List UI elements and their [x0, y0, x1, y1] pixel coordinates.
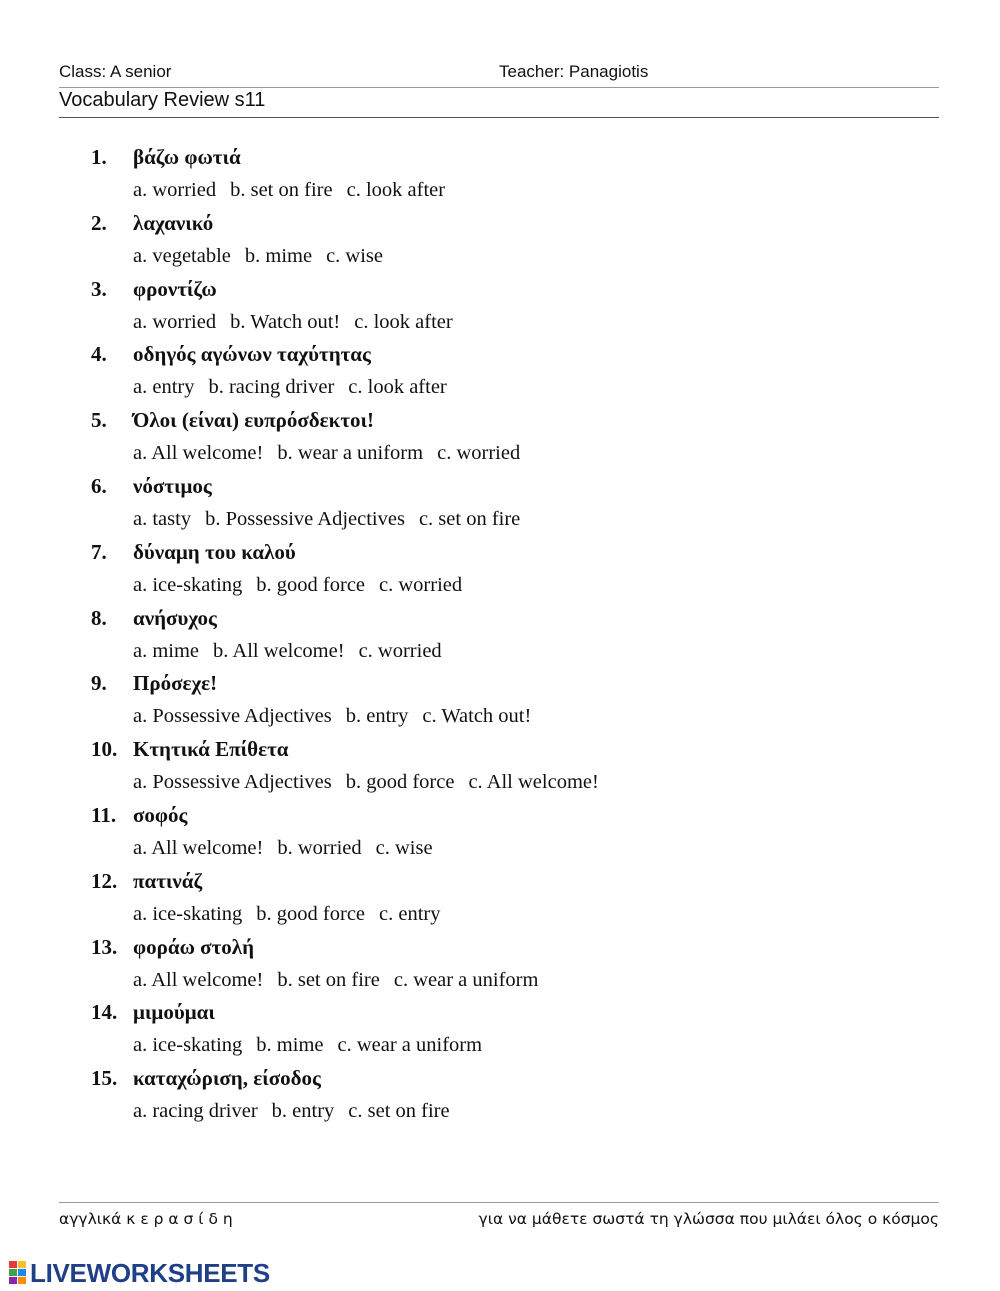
question-number: 12. [91, 868, 118, 893]
answer-options [133, 636, 456, 666]
answer-option[interactable]: a. ice-skating [133, 573, 243, 596]
question-term: δύναμη του καλού [133, 539, 296, 564]
logo-square [18, 1277, 26, 1284]
answer-options [133, 1030, 496, 1060]
question-term: Πρόσεχε! [133, 671, 218, 696]
answer-option[interactable]: c. wise [326, 244, 384, 267]
question-term: νόστιμος [133, 473, 212, 498]
answer-option[interactable]: a. Possessive Adjectives [133, 771, 332, 794]
liveworksheets-logo[interactable] [9, 1258, 270, 1288]
answer-options [133, 372, 461, 402]
header-divider [59, 87, 939, 88]
question-number: 10. [91, 737, 118, 762]
answer-options [133, 767, 613, 797]
question-number: 14. [91, 1000, 118, 1025]
answer-option[interactable]: b. good force [256, 902, 366, 925]
answer-option[interactable]: c. Watch out! [422, 705, 532, 728]
logo-square [9, 1269, 17, 1276]
logo-square [18, 1269, 26, 1276]
question-item [0, 668, 1000, 734]
answer-option[interactable]: a. tasty [133, 507, 192, 530]
question-number: 3. [91, 276, 107, 301]
question-number: 1. [91, 145, 107, 169]
answer-option[interactable]: c. set on fire [348, 1100, 450, 1123]
answer-option[interactable]: c. look after [346, 179, 446, 201]
worksheet-header [59, 62, 939, 84]
answer-option[interactable]: c. worried [358, 639, 442, 662]
answer-option[interactable]: b. worried [277, 836, 362, 859]
question-item [0, 997, 1000, 1063]
answer-option[interactable]: c. look after [348, 376, 447, 399]
answer-option[interactable]: c. set on fire [418, 507, 521, 530]
liveworksheets-mark-icon [9, 1261, 27, 1285]
answer-option[interactable]: a. vegetable [133, 244, 231, 267]
question-item [0, 603, 1000, 669]
question-item [0, 734, 1000, 800]
answer-option[interactable]: a. All welcome! [133, 442, 264, 465]
question-term: καταχώριση, είσοδος [133, 1066, 321, 1091]
question-item [0, 932, 1000, 998]
answer-option[interactable]: a. racing driver [133, 1100, 258, 1123]
answer-option[interactable]: c. All welcome! [468, 771, 599, 794]
title-divider [59, 117, 939, 118]
question-number: 2. [91, 210, 107, 235]
question-item [0, 142, 1000, 208]
answer-option[interactable]: a. Possessive Adjectives [133, 705, 332, 728]
question-number: 9. [91, 671, 107, 696]
answer-option[interactable]: b. good force [256, 573, 366, 596]
question-number: 6. [91, 473, 107, 498]
question-list [0, 142, 1000, 1129]
answer-options [133, 570, 476, 600]
answer-options [133, 307, 467, 337]
question-number: 4. [91, 342, 107, 367]
question-item [0, 208, 1000, 274]
answer-option[interactable]: b. wear a uniform [277, 442, 424, 465]
teacher-label: Teacher: Panagiotis [499, 62, 649, 81]
question-number: 13. [91, 934, 118, 959]
answer-option[interactable]: a. ice-skating [133, 1034, 243, 1057]
question-term: ανήσυχος [133, 605, 217, 630]
answer-option[interactable]: b. good force [345, 771, 455, 794]
answer-option[interactable]: c. wear a uniform [393, 968, 539, 991]
question-term: Κτητικά Επίθετα [133, 737, 289, 762]
answer-option[interactable]: c. worried [437, 442, 521, 465]
class-label: Class: A senior [59, 62, 172, 81]
answer-options [133, 504, 534, 534]
question-number: 7. [91, 539, 107, 564]
question-term: βάζω φωτιά [133, 145, 241, 169]
answer-options [133, 175, 459, 205]
answer-options [133, 833, 447, 863]
logo-square [18, 1261, 26, 1268]
question-term: φροντίζω [133, 276, 217, 301]
logo-square [9, 1277, 17, 1284]
answer-option[interactable]: a. All welcome! [133, 836, 264, 859]
footer-right-text: για να μάθετε σωστά τη γλώσσα που μιλάει όλος ο κόσμος [478, 1210, 939, 1228]
answer-option[interactable]: c. look after [354, 310, 453, 333]
question-term: Όλοι (είναι) ευπρόσδεκτοι! [133, 408, 374, 433]
liveworksheets-wordmark: LIVEWORKSHEETS [30, 1257, 270, 1288]
answer-option[interactable]: b. racing driver [208, 376, 335, 399]
answer-option[interactable]: b. set on fire [230, 179, 333, 201]
question-item [0, 339, 1000, 405]
answer-option[interactable]: a. ice-skating [133, 902, 243, 925]
question-item [0, 866, 1000, 932]
answer-option[interactable]: b. mime [244, 244, 313, 267]
question-term: οδηγός αγώνων ταχύτητας [133, 342, 371, 367]
question-number: 15. [91, 1066, 118, 1091]
answer-option[interactable]: c. entry [379, 902, 441, 925]
question-number: 5. [91, 408, 107, 433]
logo-square [9, 1261, 17, 1268]
answer-option[interactable]: b. Possessive Adjectives [205, 507, 405, 530]
question-term: σοφός [133, 802, 188, 827]
answer-options [133, 701, 545, 731]
question-item [0, 471, 1000, 537]
answer-options [133, 899, 455, 929]
answer-options [133, 1096, 464, 1126]
answer-option[interactable]: b. entry [271, 1100, 335, 1123]
answer-option[interactable]: b. set on fire [277, 968, 380, 991]
answer-option[interactable]: b. All welcome! [213, 639, 345, 662]
answer-option[interactable]: b. mime [256, 1034, 324, 1057]
footer-left-text: αγγλικά κ ε ρ α σ ί δ η [59, 1210, 233, 1228]
answer-option[interactable]: c. wear a uniform [337, 1034, 483, 1057]
answer-option[interactable]: a. worried [133, 179, 217, 201]
answer-option[interactable]: c. worried [379, 573, 463, 596]
answer-options [133, 965, 552, 995]
worksheet-title: Vocabulary Review s11 [59, 89, 266, 111]
question-item [0, 800, 1000, 866]
question-item [0, 274, 1000, 340]
footer-divider [59, 1202, 939, 1203]
answer-option[interactable]: b. entry [345, 705, 409, 728]
answer-option[interactable]: c. wise [375, 836, 433, 859]
answer-option[interactable]: a. All welcome! [133, 968, 264, 991]
question-item [0, 537, 1000, 603]
answer-option[interactable]: a. worried [133, 310, 217, 333]
question-term: πατινάζ [133, 868, 203, 893]
answer-option[interactable]: b. Watch out! [230, 310, 341, 333]
question-number: 8. [91, 605, 107, 630]
question-term: μιμούμαι [133, 1000, 215, 1025]
question-item [0, 1063, 1000, 1129]
answer-option[interactable]: a. mime [133, 639, 200, 662]
question-term: φοράω στολή [133, 934, 255, 959]
answer-options [133, 241, 397, 271]
answer-option[interactable]: a. entry [133, 376, 195, 399]
question-term: λαχανικό [133, 210, 214, 235]
answer-options [133, 438, 534, 468]
question-item [0, 405, 1000, 471]
question-number: 11. [91, 802, 117, 827]
